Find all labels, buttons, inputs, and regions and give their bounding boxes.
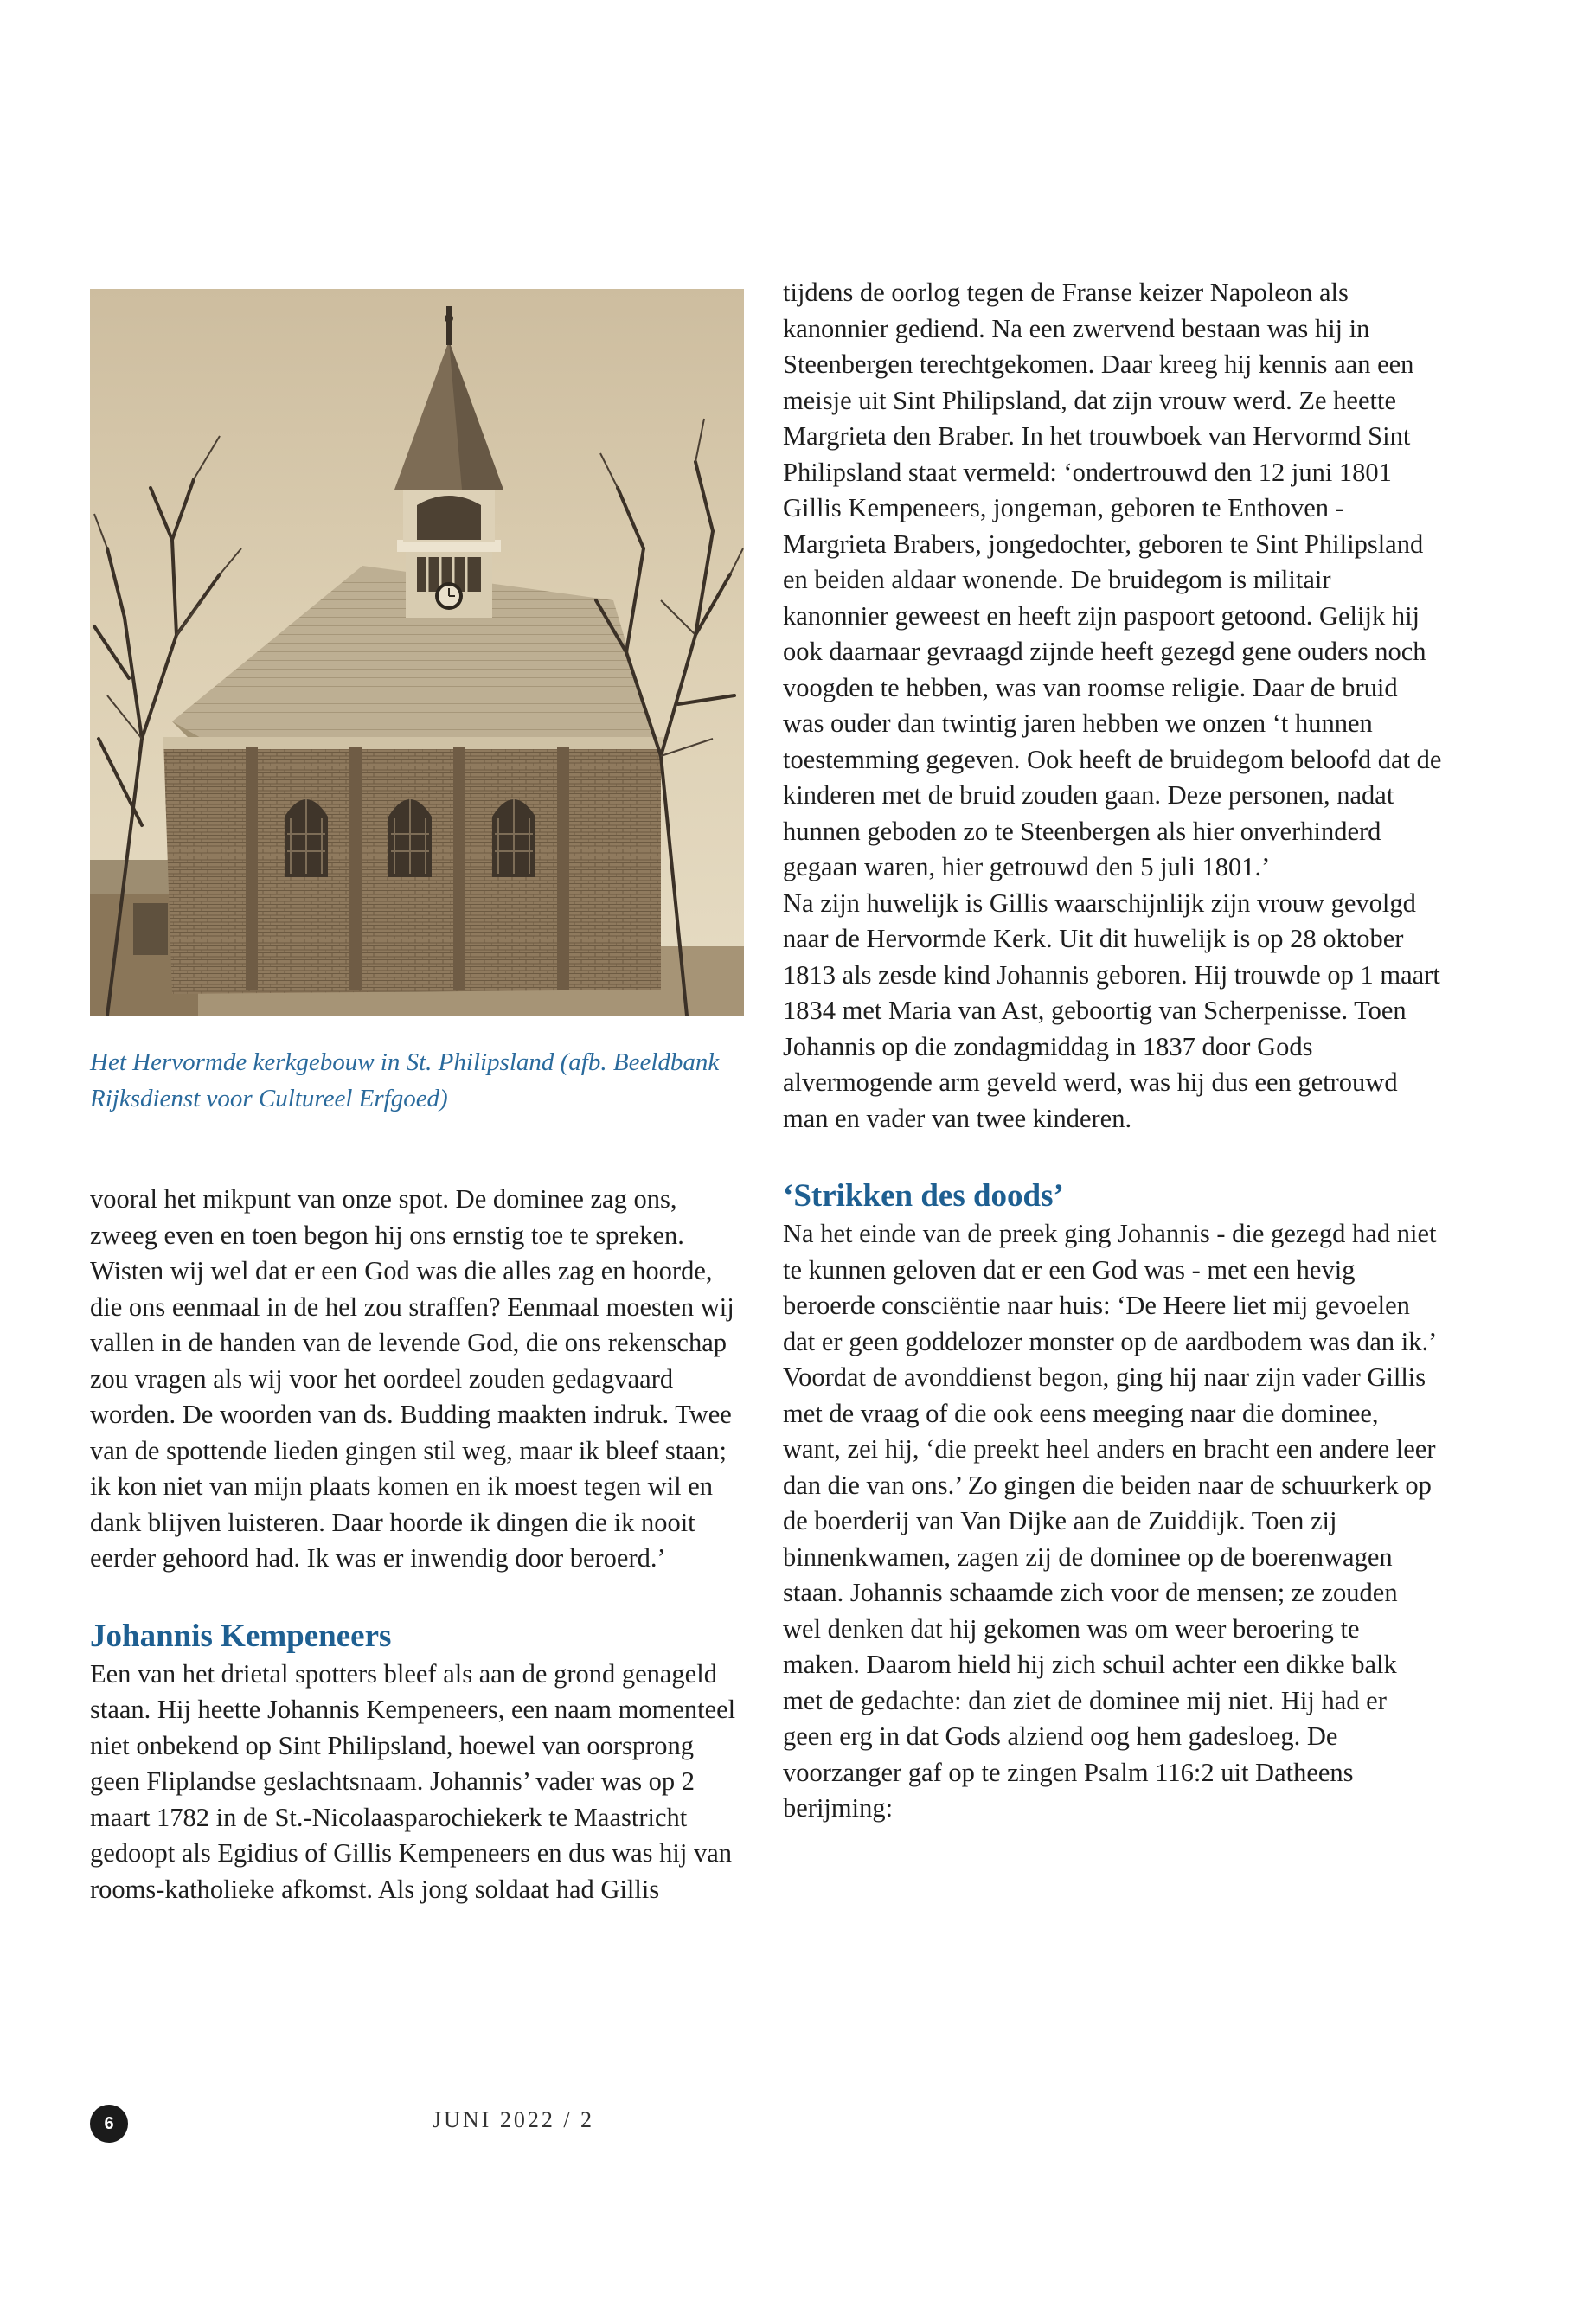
body-paragraph: Na zijn huwelijk is Gillis waarschijnlijk zijn vrouw gevolgd naar de Hervormde Kerk. Uit dit huwelijk is op 28 oktober 1813 als zesde kind Johannis geboren. Hij trouwde op 1 maart 1834 met Maria van Ast, geboortig van Scherpenisse. Toen Johannis op die zondagmiddag in 1837 door Gods alvermogende arm geveld werd, was hij dus een getrouwd man en vader van twee kinderen. [783,888,1440,1133]
body-paragraph: vooral het mikpunt van onze spot. De dominee zag ons, zweeg even en toen begon hij ons ernstig toe te spreken. Wisten wij wel dat er een God was die alles zag en hoorde, die ons eenmaal in de hel zou straffen? Eenmaal moesten wij vallen in de handen van de levende God, die ons rekenschap zou vragen als wij voor het oordeel zouden gedagvaard worden. De woorden van ds. Budding maakten indruk. Twee van de spottende lieden gingen stil weg, maar ik bleef staan; ik kon niet van mijn plaats komen en ik moest tegen wil en dank blijven luisteren. Daar hoorde ik dingen die ik nooit eerder gehoord had. Ik was er inwendig door beroerd.’ [90,1184,734,1573]
photo-caption: Het Hervormde kerkgebouw in St. Philipsland (afb. Beeldbank Rijksdienst voor Cultureel Erfgoed) [90,1048,720,1112]
left-column [90,1182,749,1907]
body-paragraph: Een van het drietal spotters bleef als aan de grond genageld staan. Hij heette Johannis Kempeneers, een naam momenteel niet onbekend op Sint Philipsland, hoewel van oorsprong geen Fliplandse geslachtsnaam. Johannis’ vader was op 2 maart 1782 in de St.-Nicolaasparochiekerk te Maastricht gedoopt als Egidius of Gillis Kempeneers en dus was hij van rooms-katholieke afkomst. Als jong soldaat had Gillis [90,1658,736,1904]
section-heading: ‘Strikken des doods’ [783,1178,1064,1214]
section-heading: Johannis Kempeneers [90,1618,392,1654]
page-number: 6 [90,2105,128,2143]
issue-label: JUNI 2022 / 2 [433,2107,595,2132]
body-paragraph: Voordat de avonddienst begon, ging hij naar zijn vader Gillis met de vraag of die ook eens meeging naar die dominee, want, zei hij, ‘die preekt heel anders en bracht een andere leer dan die van ons.’ Zo gingen die beiden naar de schuurkerk op de boerderij van Van Dijke aan de Zuiddijk. Toen zij binnenkwamen, zagen zij de dominee op de boerenwagen staan. Johannis schaamde zich voor de mensen; ze zouden wel denken dat hij gekomen was om weer beroering te maken. Daarom hield hij zich schuil achter een dikke balk met de gedachte: dan ziet de dominee mij niet. Hij had er geen erg in dat Gods alziend oog hem gadesloeg. De voorzanger gaf op te zingen Psalm 116:2 uit Datheens berijming: [783,1362,1436,1823]
body-paragraph: Na het einde van de preek ging Johannis - die gezegd had niet te kunnen geloven dat er een God was - met een hevig beroerde consciëntie naar huis: ‘De Heere liet mij gevoelen dat er geen goddelozer monster op de aardbodem was dan ik.’ [783,1219,1438,1356]
right-column [783,275,1442,1827]
church-photo [90,289,744,1016]
body-paragraph: tijdens de oorlog tegen de Franse keizer Napoleon als kanonnier gediend. Na een zwervend bestaan was hij in Steenbergen terechtgekomen. Daar kreeg hij kennis aan een meisje uit Sint Philipsland, dat zijn vrouw werd. Ze heette Margrieta den Braber. In het trouwboek van Hervormd Sint Philipsland staat vermeld: ‘ondertrouwd den 12 juni 1801 Gillis Kempeneers, jongeman, geboren te Enthoven - Margrieta Brabers, jongedochter, geboren te Sint Philipsland en beiden aldaar wonende. De bruidegom is militair kanonnier geweest en heeft zijn paspoort getoond. Gelijk hij ook daarnaar gevraagd zijnde heeft gezegd gene ouders noch voogden te hebben, was van roomse religie. Daar de bruid was ouder dan twintig jaren hebben we onzen ‘t hunnen toestemming gegeven. Ook heeft de bruidegom beloofd dat de kinderen met de bruid zouden gaan. Deze personen, nadat hunnen geboden zo te Steenbergen als hier onverhinderd gegaan waren, hier getrouwd den 5 juli 1801.’ [783,278,1442,881]
